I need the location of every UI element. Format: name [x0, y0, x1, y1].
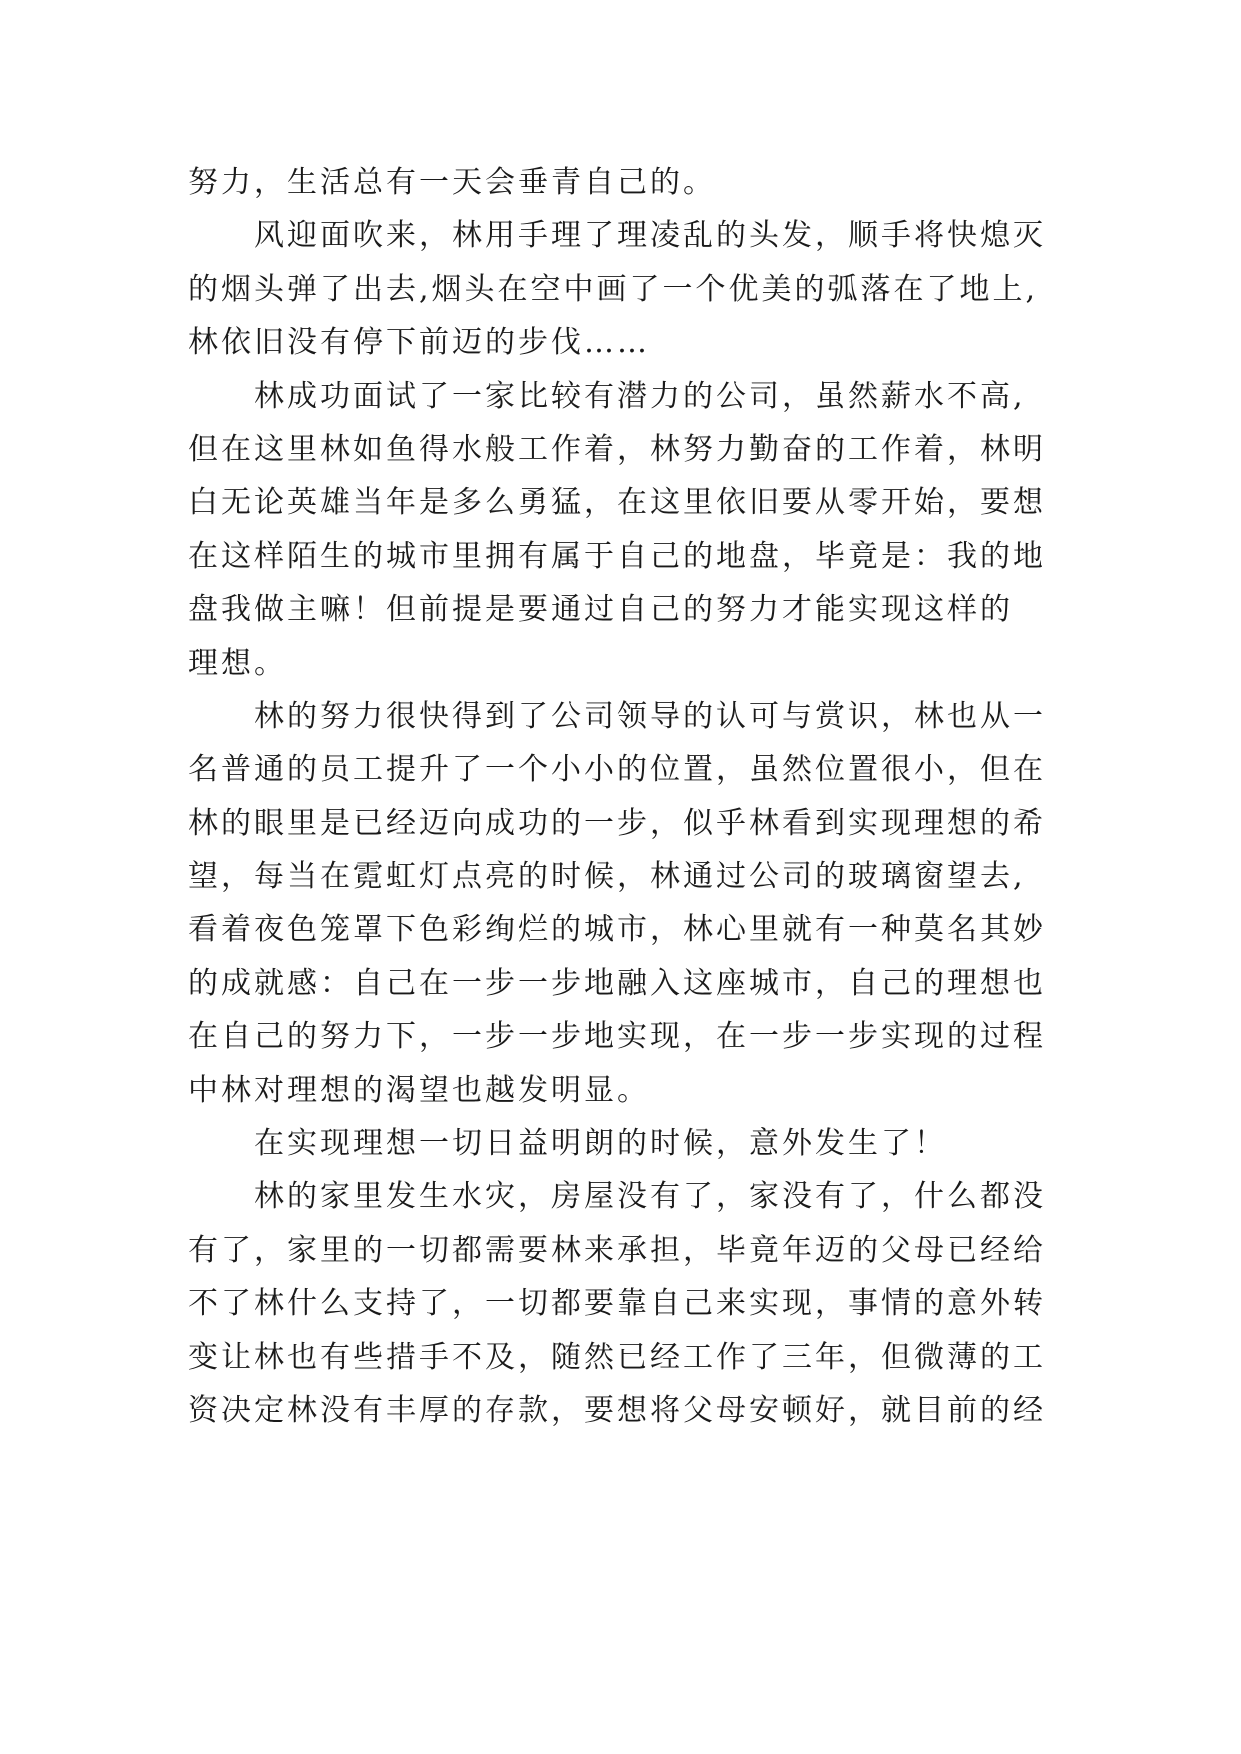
text-line: 不了林什么支持了，一切都要靠自己来实现，事情的意外转: [188, 1286, 1046, 1322]
text-line: 在这样陌生的城市里拥有属于自己的地盘，毕竟是：我的地: [188, 538, 1046, 574]
text-line: 盘我做主嘛！但前提是要通过自己的努力才能实现这样的: [188, 592, 1013, 628]
text-line: 看着夜色笼罩下色彩绚烂的城市，林心里就有一种莫名其妙: [188, 912, 1046, 948]
text-line: 的成就感：自己在一步一步地融入这座城市，自己的理想也: [188, 965, 1046, 1001]
text-line: 林的家里发生水灾，房屋没有了，家没有了，什么都没: [188, 1179, 1046, 1215]
text-line: 林成功面试了一家比较有潜力的公司，虽然薪水不高,: [188, 378, 1026, 414]
document-body: [188, 156, 1088, 1437]
text-line: 有了，家里的一切都需要林来承担，毕竟年迈的父母已经给: [188, 1232, 1046, 1268]
text-line: 在实现理想一切日益明朗的时候，意外发生了！: [188, 1126, 947, 1162]
text-line: 林的眼里是已经迈向成功的一步，似乎林看到实现理想的希: [188, 805, 1046, 841]
text-line: 白无论英雄当年是多么勇猛，在这里依旧要从零开始，要想: [188, 485, 1046, 521]
text-line: 的烟头弹了出去,烟头在空中画了一个优美的弧落在了地上,: [188, 271, 1039, 307]
text-line: 在自己的努力下，一步一步地实现，在一步一步实现的过程: [188, 1019, 1046, 1055]
text-line: 资决定林没有丰厚的存款，要想将父母安顿好，就目前的经: [188, 1392, 1046, 1428]
text-line: 理想。: [188, 645, 287, 681]
text-line: 林依旧没有停下前迈的步伐……: [188, 325, 650, 361]
text-line: 但在这里林如鱼得水般工作着，林努力勤奋的工作着，林明: [188, 431, 1046, 467]
text-line: 努力，生活总有一天会垂青自己的。: [188, 165, 716, 200]
text-line: 名普通的员工提升了一个小小的位置，虽然位置很小，但在: [188, 752, 1046, 788]
text-line: 望，每当在霓虹灯点亮的时候，林通过公司的玻璃窗望去,: [188, 859, 1026, 895]
text-line: 林的努力很快得到了公司领导的认可与赏识，林也从一: [188, 698, 1046, 734]
text-line: 变让林也有些措手不及，随然已经工作了三年，但微薄的工: [188, 1339, 1046, 1375]
text-line: 风迎面吹来，林用手理了理凌乱的头发，顺手将快熄灭: [188, 218, 1046, 254]
text-line: 中林对理想的渴望也越发明显。: [188, 1072, 650, 1108]
